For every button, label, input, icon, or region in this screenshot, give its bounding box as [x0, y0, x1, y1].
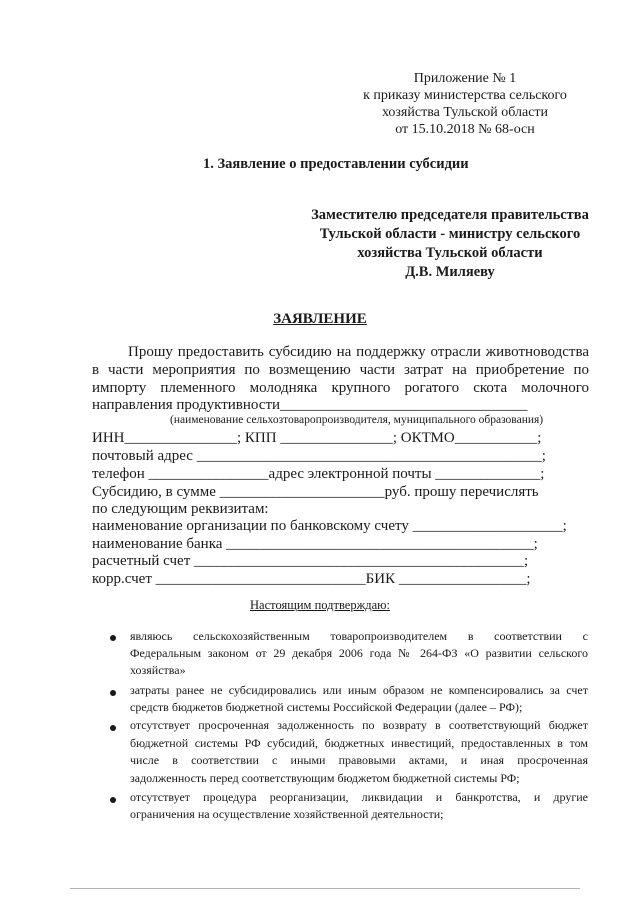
request-line: в части мероприятия по возмещению части затрат на приобретение по — [92, 362, 589, 378]
appendix-line: от 15.10.2018 № 68-осн — [395, 122, 535, 137]
bullet-dot-icon — [110, 797, 116, 803]
scan-edge-line — [70, 888, 580, 889]
bullet-line: хозяйства» — [130, 663, 186, 677]
appendix-line: хозяйства Тульской области — [381, 105, 549, 120]
confirm-heading: Настоящим подтверждаю: — [250, 598, 390, 612]
postal-address-field: почтовый адрес ______________________________________________; — [92, 448, 546, 464]
addressee-line: Заместителю председателя правительства — [311, 207, 589, 223]
settlement-account-field: расчетный счет ____________________________________________; — [92, 553, 529, 569]
corr-account-bik-field: корр.счет ____________________________БИК _________________; — [92, 571, 531, 587]
organization-name-field: наименование организации по банковскому счету ____________________; — [92, 518, 567, 534]
bullet-dot-icon — [110, 690, 116, 696]
addressee-block — [290, 206, 610, 282]
bullet-line: бюджетной системы РФ субсидий, бюджетных инвестиций, предоставленных в том — [130, 736, 588, 750]
bullet-line: числе в соответствии с иными правовыми актами, и иная просроченная — [130, 753, 588, 767]
bullet-dot-icon — [110, 635, 116, 641]
addressee-line: Д.В. Миляеву — [405, 264, 495, 280]
appendix-line: Приложение № 1 — [413, 71, 517, 86]
bullet-line: затраты ранее не субсидировались или иным образом не компенсировались за счет — [130, 683, 588, 697]
bullet-line: являюсь сельскохозяйственным товаропроизводителем в соответствии с — [130, 629, 588, 643]
bullet-line: отсутствует процедура реорганизации, ликвидации и банкротства, и другие — [130, 790, 588, 804]
bullet-dot-icon — [110, 725, 116, 731]
addressee-line: Тульской области - министру сельского — [319, 226, 581, 242]
bullet-line: средств бюджетов бюджетной системы Российской Федерации (далее – РФ); — [130, 700, 523, 714]
request-line: Прошу предоставить субсидию на поддержку отрасли животноводства — [128, 344, 589, 360]
bullet-line: ограничения на осуществление хозяйственной деятельности; — [130, 807, 444, 821]
section-title: 1. Заявление о предоставлении субсидии — [203, 156, 469, 172]
request-line: направления продуктивности_________________________________ — [92, 397, 528, 413]
bullet-line: задолженность перед соответствующим бюджетом бюджетной системы РФ; — [130, 771, 520, 785]
addressee-line: хозяйства Тульской области — [357, 245, 543, 261]
subsidy-amount-field: Субсидию, в сумме ______________________руб. прошу перечислять — [92, 484, 539, 500]
document-title: ЗАЯВЛЕНИЕ — [273, 311, 367, 327]
inn-kpp-oktmo-field: ИНН_______________; КПП _______________; ОКТМО___________; — [92, 430, 542, 446]
bank-name-field: наименование банка _________________________________________; — [92, 536, 538, 552]
bullet-line: отсутствует просроченная задолженность по возврату в соответствующий бюджет — [130, 718, 588, 732]
appendix-header — [345, 70, 585, 138]
bullet-line: Федеральным законом от 29 декабря 2006 года № 264-ФЗ «О развитии сельского — [130, 646, 588, 660]
phone-email-field: телефон ________________адрес электронной почты ______________; — [92, 466, 545, 482]
request-line: импорту племенного молодняка крупного рогатого скота молочного — [92, 380, 589, 396]
producer-name-note: (наименование сельхозтоваропроизводителя, муниципального образования) — [170, 414, 544, 426]
requisites-label: по следующим реквизитам: — [92, 501, 269, 517]
appendix-line: к приказу министерства сельского — [363, 88, 567, 103]
